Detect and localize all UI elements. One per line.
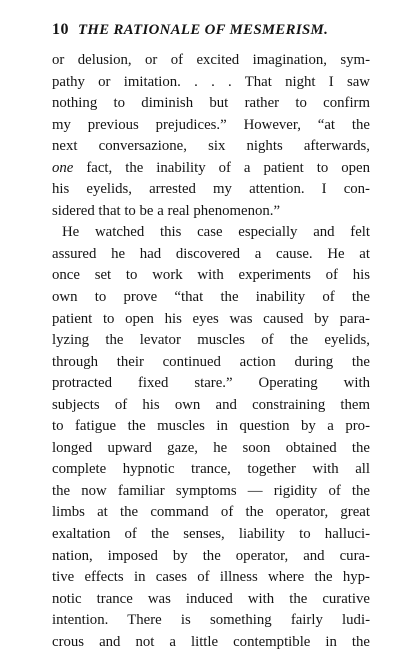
emphasized-word: one — [52, 159, 74, 176]
text-line: or delusion, or of excited imagination, sym- — [52, 52, 370, 68]
text-line: assured he had discovered a cause. He at — [52, 245, 370, 262]
text-line: nothing to diminish but rather to confirm — [52, 95, 370, 112]
text-line: exaltation of the senses, liability to halluci- — [52, 526, 370, 543]
text-line-with-emphasis — [52, 158, 370, 180]
running-head — [52, 18, 370, 42]
page-number: 10 — [52, 21, 69, 38]
text-line: sidered that to be a real phenomenon.” — [52, 202, 281, 219]
text-line: subjects of his own and constraining them — [52, 396, 370, 413]
text-line: nation, imposed by the operator, and cura- — [52, 547, 370, 564]
text-line: intention. There is something fairly ludi- — [52, 612, 370, 629]
text-line: to fatigue the muscles in question by a pro- — [52, 418, 370, 435]
paragraph — [52, 50, 370, 222]
text-line-rest: fact, the inability of a patient to open — [73, 159, 370, 176]
book-page — [52, 18, 370, 653]
running-title: THE RATIONALE OF MESMERISM. — [78, 22, 329, 38]
body-text — [52, 50, 370, 653]
text-line: patient to open his eyes was caused by para- — [52, 310, 370, 327]
text-line: complete hypnotic trance, together with all — [52, 461, 370, 478]
text-line: my previous prejudices.” However, “at the — [52, 116, 370, 133]
text-line: next conversazione, six nights afterwards, — [52, 138, 370, 155]
text-line: notic trance was induced with the curative — [52, 590, 370, 607]
text-line: pathy or imitation. . . . That night I saw — [52, 73, 370, 90]
text-line: protracted fixed stare.” Operating with — [52, 375, 370, 392]
text-line: own to prove “that the inability of the — [52, 289, 370, 306]
text-line: limbs at the command of the operator, great — [52, 504, 370, 521]
text-line: lyzing the levator muscles of the eyelids, — [52, 332, 370, 349]
paragraph — [52, 222, 370, 653]
text-line: the now familiar symptoms — rigidity of the — [52, 482, 370, 499]
text-line: his eyelids, arrested my attention. I con- — [52, 181, 370, 198]
text-line-indented: He watched this case especially and felt — [62, 224, 370, 241]
text-line: longed upward gaze, he soon obtained the — [52, 439, 370, 456]
text-line: through their continued action during the — [52, 353, 370, 370]
text-line: tive effects in cases of illness where the hyp- — [52, 569, 370, 586]
text-line: once set to work with experiments of his — [52, 267, 370, 284]
text-line: crous and not a little contemptible in the — [52, 633, 370, 650]
